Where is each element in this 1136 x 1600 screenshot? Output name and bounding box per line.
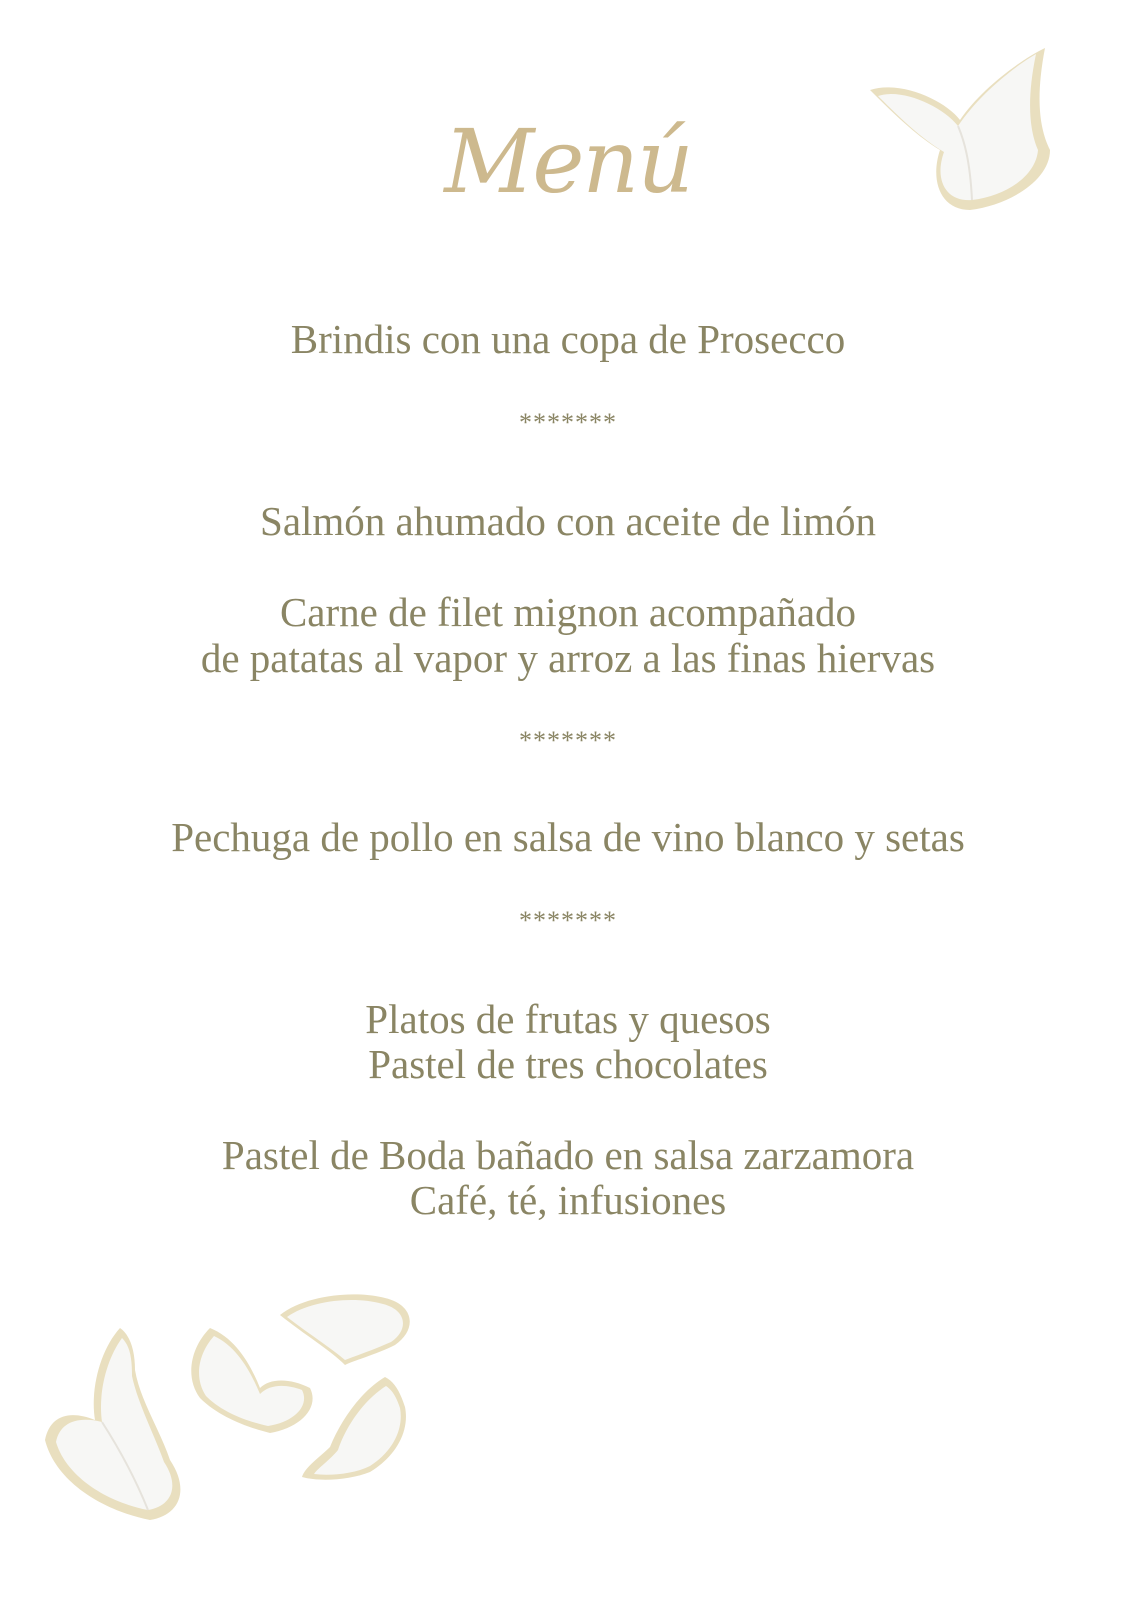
- menu-title: Menú: [444, 110, 692, 213]
- course-main-line-2: de patatas al vapor y arroz a las finas hiervas: [200, 635, 936, 681]
- separator: *******: [519, 726, 617, 755]
- course-second: Pechuga de pollo en salsa de vino blanco y setas: [171, 814, 965, 860]
- cake-line-2: Café, té, infusiones: [409, 1177, 727, 1223]
- dessert-line-2: Pastel de tres chocolates: [368, 1041, 768, 1087]
- course-aperitif: Brindis con una copa de Prosecco: [290, 316, 846, 362]
- course-starter: Salmón ahumado con aceite de limón: [260, 498, 876, 544]
- cake-line-1: Pastel de Boda bañado en salsa zarzamora: [221, 1132, 915, 1178]
- course-main-line-1: Carne de filet mignon acompañado: [279, 589, 857, 635]
- butterfly-icon: [275, 1290, 420, 1370]
- separator: *******: [519, 906, 617, 935]
- dessert-line-1: Platos de frutas y quesos: [365, 996, 771, 1042]
- separator: *******: [519, 408, 617, 437]
- butterfly-icon: [300, 1372, 420, 1487]
